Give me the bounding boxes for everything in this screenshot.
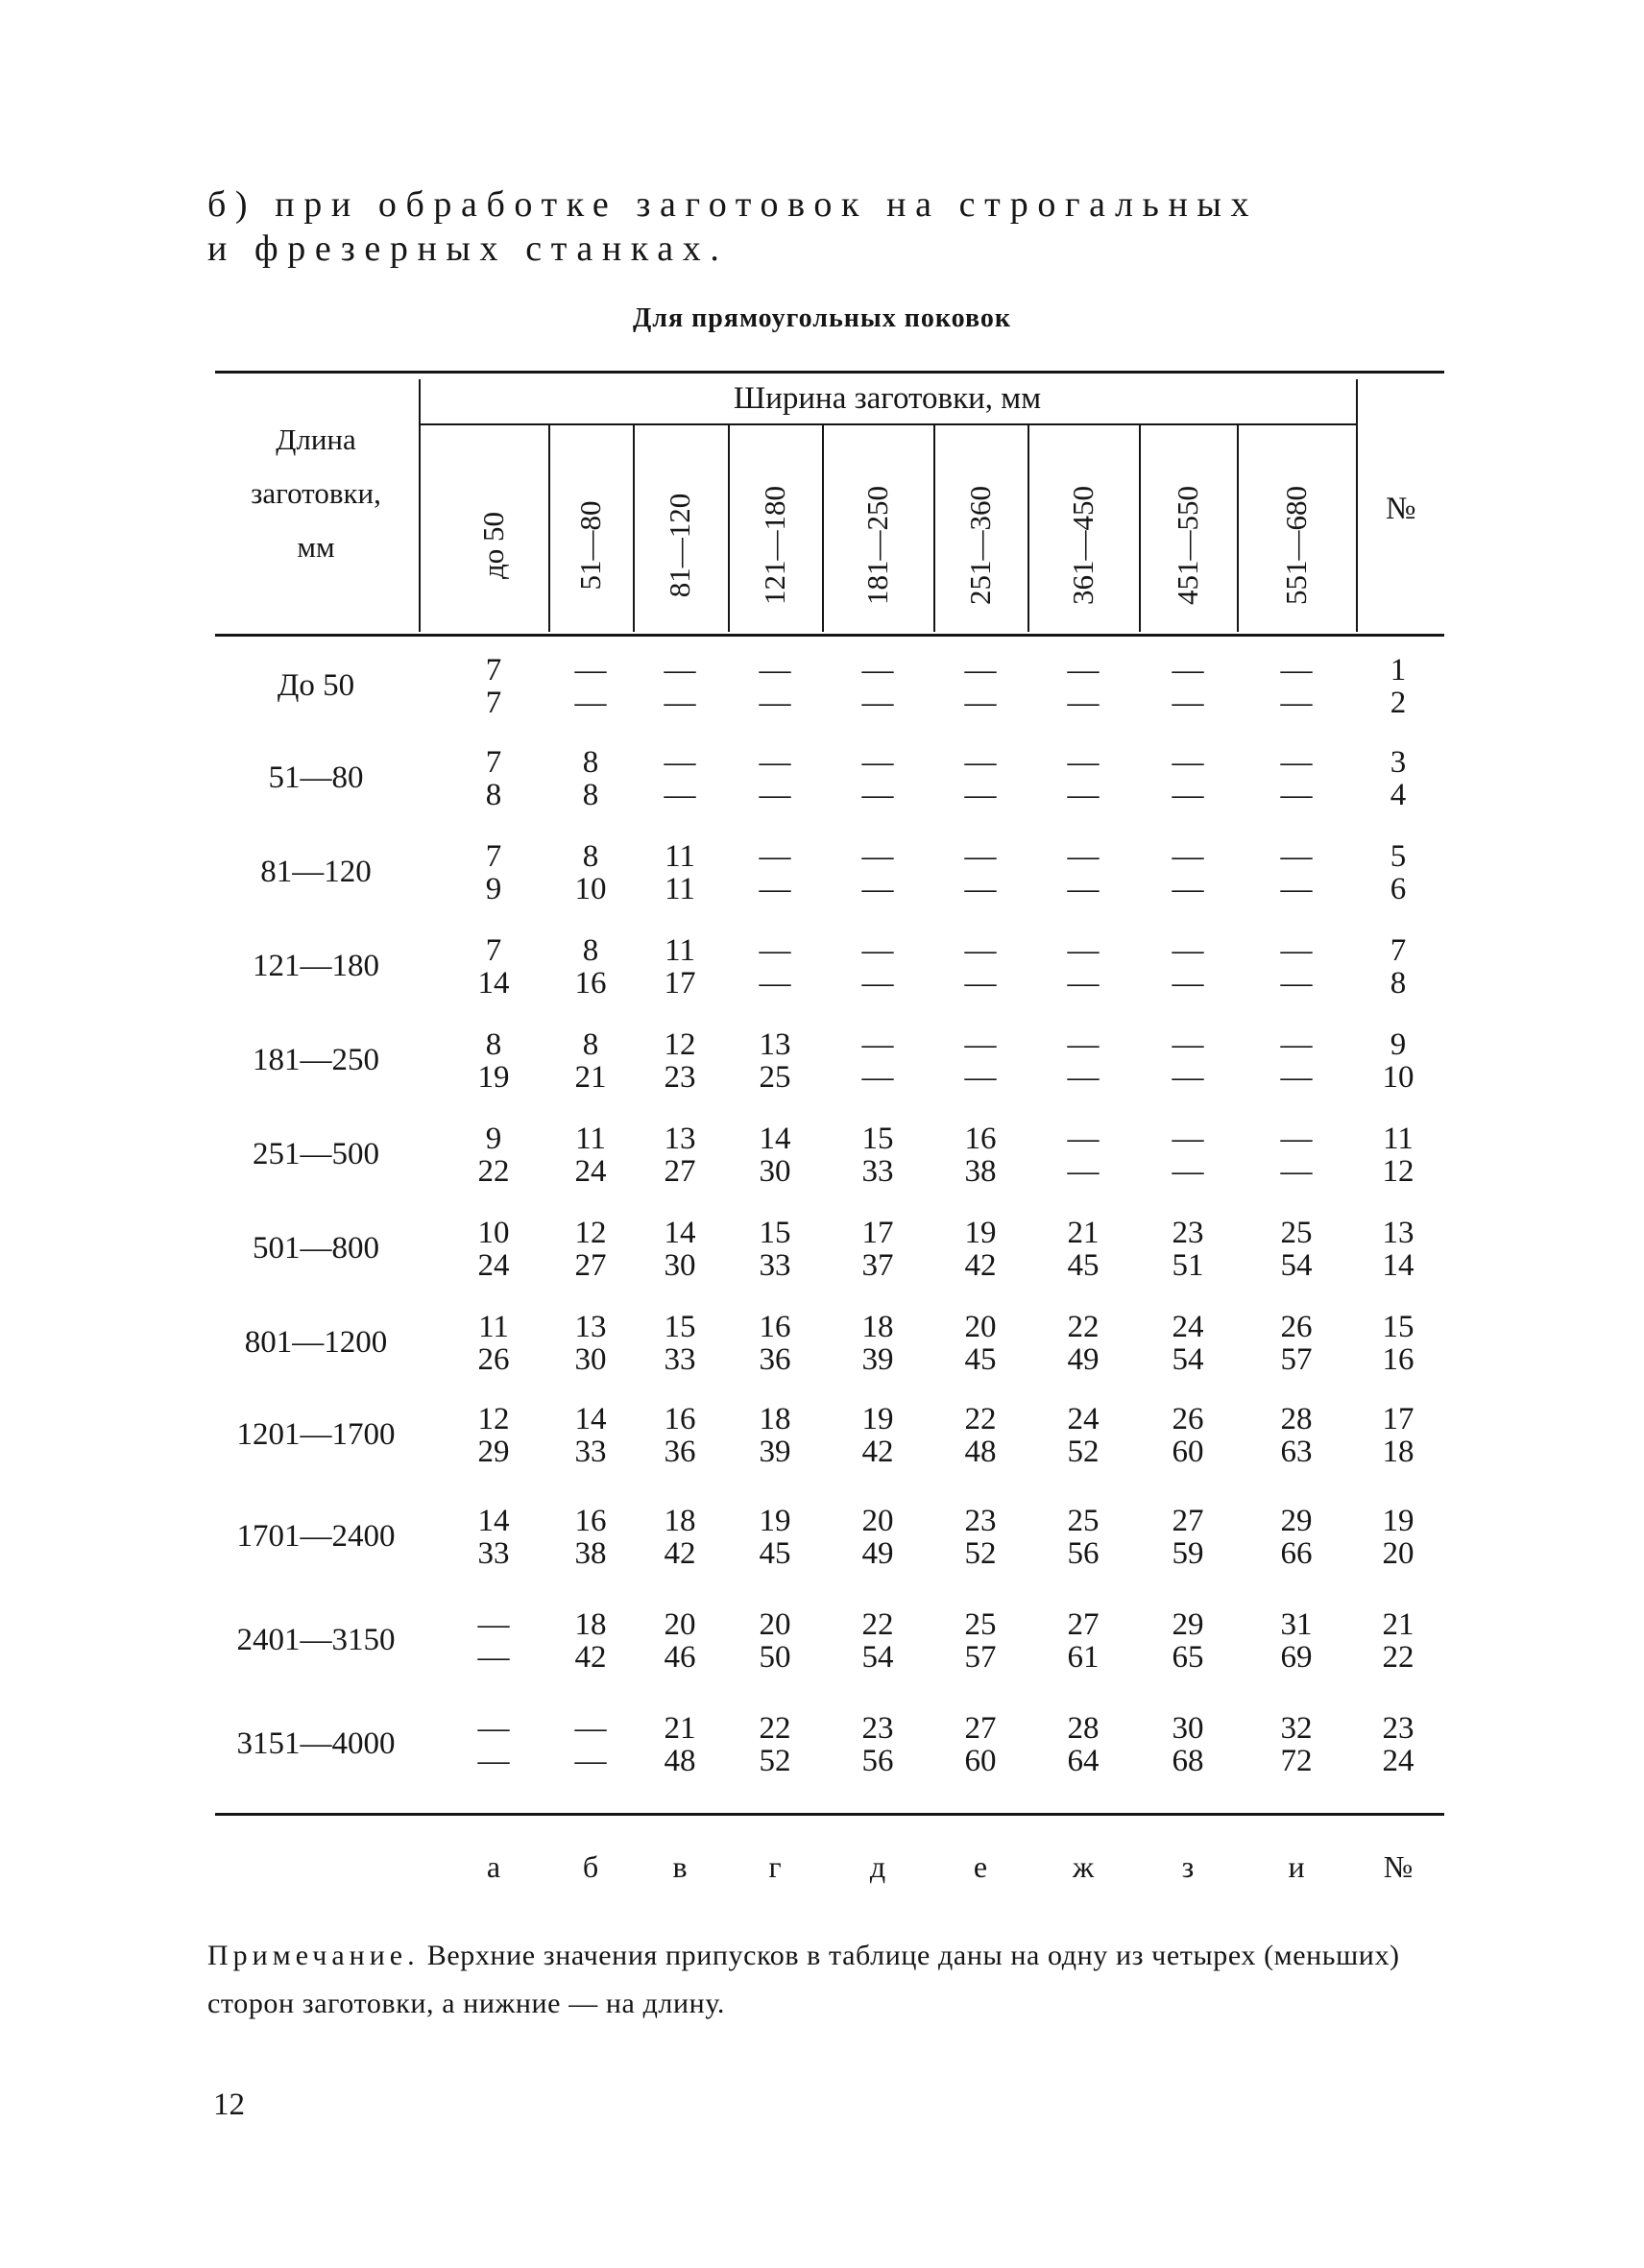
value-bottom: — xyxy=(1280,1154,1313,1189)
value-top: 15 xyxy=(664,1310,696,1344)
column-header: 251—360 xyxy=(963,486,997,605)
value-top: 13 xyxy=(759,1027,791,1062)
value-bottom: 57 xyxy=(964,1640,997,1675)
row-label: 251—500 xyxy=(253,1137,379,1171)
value-top: 10 xyxy=(477,1216,510,1250)
value-top: — xyxy=(1280,1122,1313,1156)
value-top: 12 xyxy=(574,1216,607,1250)
value-top: 11 xyxy=(478,1310,509,1344)
value-top: 21 xyxy=(1067,1216,1100,1250)
value-top: 31 xyxy=(1280,1607,1313,1642)
column-header: 81—120 xyxy=(663,493,696,598)
value-bottom: — xyxy=(759,778,791,812)
value-bottom: 49 xyxy=(1067,1342,1100,1377)
section-heading-line-2: и фрезерных станках. xyxy=(207,229,729,269)
value-bottom: 51 xyxy=(1172,1248,1204,1283)
footer-number-label: № xyxy=(1383,1849,1414,1884)
value-top: 19 xyxy=(964,1216,997,1250)
value-bottom: — xyxy=(759,966,791,1001)
value-top: — xyxy=(964,933,997,968)
value-bottom: 56 xyxy=(1067,1536,1100,1571)
value-bottom: — xyxy=(1280,778,1313,812)
value-top: 26 xyxy=(1280,1310,1313,1344)
value-bottom: 45 xyxy=(964,1342,997,1377)
value-top: — xyxy=(1067,933,1100,968)
value-bottom: 59 xyxy=(1172,1536,1204,1571)
value-bottom: — xyxy=(861,966,894,1001)
value-top: 8 xyxy=(582,839,599,874)
value-bottom: — xyxy=(759,872,791,906)
value-top: — xyxy=(477,1711,510,1746)
row-header-label: заготовки, xyxy=(251,476,381,510)
value-top: 16 xyxy=(759,1310,791,1344)
value-bottom: 25 xyxy=(759,1060,791,1095)
row-label: 181—250 xyxy=(253,1043,379,1077)
page-number: 12 xyxy=(213,2087,245,2122)
value-bottom: — xyxy=(861,686,894,720)
row-number-top: 1 xyxy=(1390,653,1407,688)
value-top: — xyxy=(759,933,791,968)
value-bottom: — xyxy=(1172,1060,1204,1095)
column-letter: е xyxy=(973,1849,988,1884)
value-top: 21 xyxy=(664,1711,696,1746)
header-divider xyxy=(822,425,824,632)
value-bottom: 48 xyxy=(964,1435,997,1469)
value-top: 32 xyxy=(1280,1711,1313,1746)
header-divider xyxy=(1356,379,1358,632)
value-bottom: 48 xyxy=(664,1744,696,1778)
value-bottom: 52 xyxy=(964,1536,997,1571)
value-bottom: — xyxy=(664,778,696,812)
value-top: — xyxy=(1280,933,1313,968)
value-top: 14 xyxy=(574,1402,607,1436)
value-bottom: — xyxy=(964,686,997,720)
value-top: — xyxy=(477,1607,510,1642)
row-number-top: 11 xyxy=(1383,1122,1414,1156)
header-divider xyxy=(633,425,635,632)
header-divider xyxy=(1237,425,1239,632)
row-number-top: 21 xyxy=(1382,1607,1414,1642)
value-bottom: 29 xyxy=(477,1435,510,1469)
note-text: Верхние значения припусков в таблице даны на одну из четырех (меньших) сторон заготовки, а нижние — на длину. xyxy=(207,1940,1400,2019)
value-top: 15 xyxy=(861,1122,894,1156)
value-bottom: 66 xyxy=(1280,1536,1313,1571)
value-bottom: — xyxy=(1172,872,1204,906)
value-top: 13 xyxy=(664,1122,696,1156)
value-bottom: 52 xyxy=(1067,1435,1100,1469)
table-bottom-rule xyxy=(215,1813,1444,1816)
value-top: — xyxy=(964,839,997,874)
value-bottom: — xyxy=(1172,966,1204,1001)
value-top: 14 xyxy=(477,1504,510,1538)
row-label: 81—120 xyxy=(260,855,372,889)
value-top: — xyxy=(759,653,791,688)
value-top: — xyxy=(1280,1027,1313,1062)
value-top: 23 xyxy=(964,1504,997,1538)
value-bottom: 30 xyxy=(664,1248,696,1283)
value-top: — xyxy=(1280,653,1313,688)
value-top: — xyxy=(1172,839,1204,874)
value-top: — xyxy=(1172,933,1204,968)
value-bottom: 24 xyxy=(477,1248,510,1283)
value-top: 28 xyxy=(1067,1711,1100,1746)
value-top: — xyxy=(1067,745,1100,780)
value-top: — xyxy=(574,653,607,688)
header-divider xyxy=(728,425,730,632)
row-number-bottom: 2 xyxy=(1390,686,1407,720)
value-top: 24 xyxy=(1172,1310,1204,1344)
value-bottom: — xyxy=(664,686,696,720)
value-bottom: — xyxy=(964,1060,997,1095)
value-bottom: 52 xyxy=(759,1744,791,1778)
value-top: 14 xyxy=(759,1122,791,1156)
row-label: 51—80 xyxy=(268,760,364,795)
column-letter: в xyxy=(672,1849,688,1884)
value-bottom: 60 xyxy=(1172,1435,1204,1469)
value-bottom: — xyxy=(1280,1060,1313,1095)
value-top: — xyxy=(1280,839,1313,874)
value-bottom: 19 xyxy=(477,1060,510,1095)
value-top: 22 xyxy=(861,1607,894,1642)
row-number-top: 7 xyxy=(1390,933,1407,968)
row-number-top: 23 xyxy=(1382,1711,1414,1746)
value-bottom: — xyxy=(1067,872,1100,906)
value-top: 7 xyxy=(485,933,502,968)
value-top: 18 xyxy=(861,1310,894,1344)
row-number-bottom: 20 xyxy=(1382,1536,1414,1571)
value-top: — xyxy=(964,1027,997,1062)
section-heading-line-1: б) при обработке заготовок на строгальных xyxy=(207,184,1259,225)
value-bottom: — xyxy=(1172,686,1204,720)
value-top: 7 xyxy=(485,653,502,688)
column-header: до 50 xyxy=(476,511,510,580)
value-top: 11 xyxy=(665,933,695,968)
column-letter: б xyxy=(582,1849,599,1884)
value-top: 20 xyxy=(759,1607,791,1642)
row-number-bottom: 14 xyxy=(1382,1248,1414,1283)
row-label: 501—800 xyxy=(253,1231,379,1266)
value-top: — xyxy=(1067,1122,1100,1156)
value-bottom: — xyxy=(574,1744,607,1778)
value-bottom: 57 xyxy=(1280,1342,1313,1377)
column-header: 451—550 xyxy=(1171,486,1204,605)
value-bottom: 16 xyxy=(574,966,607,1001)
row-number-top: 15 xyxy=(1382,1310,1414,1344)
row-header-label: мм xyxy=(297,530,335,564)
value-bottom: — xyxy=(1280,966,1313,1001)
value-bottom: — xyxy=(477,1744,510,1778)
value-bottom: — xyxy=(1067,1060,1100,1095)
value-bottom: 50 xyxy=(759,1640,791,1675)
value-top: — xyxy=(861,839,894,874)
value-bottom: 33 xyxy=(574,1435,607,1469)
value-top: — xyxy=(964,653,997,688)
row-header-label: Длина xyxy=(276,422,356,456)
value-top: — xyxy=(1280,745,1313,780)
value-top: 25 xyxy=(1067,1504,1100,1538)
column-header: 551—680 xyxy=(1279,486,1313,605)
value-bottom: 17 xyxy=(664,966,696,1001)
row-number-bottom: 12 xyxy=(1382,1154,1414,1189)
value-bottom: 39 xyxy=(759,1435,791,1469)
value-bottom: 36 xyxy=(759,1342,791,1377)
value-bottom: 33 xyxy=(664,1342,696,1377)
value-bottom: 8 xyxy=(582,778,599,812)
value-top: — xyxy=(1067,1027,1100,1062)
row-number-top: 19 xyxy=(1382,1504,1414,1538)
value-bottom: 8 xyxy=(485,778,502,812)
value-bottom: 42 xyxy=(861,1435,894,1469)
value-top: 30 xyxy=(1172,1711,1204,1746)
row-label: 3151—4000 xyxy=(236,1726,396,1761)
value-top: 23 xyxy=(1172,1216,1204,1250)
row-label: 121—180 xyxy=(253,949,379,983)
value-bottom: 27 xyxy=(574,1248,607,1283)
value-bottom: 23 xyxy=(664,1060,696,1095)
value-top: 28 xyxy=(1280,1402,1313,1436)
table-subtitle: Для прямоугольных поковок xyxy=(632,303,1012,333)
value-bottom: 30 xyxy=(574,1342,607,1377)
value-bottom: 42 xyxy=(964,1248,997,1283)
column-header: 181—250 xyxy=(860,486,894,605)
value-bottom: 38 xyxy=(574,1536,607,1571)
value-top: 18 xyxy=(664,1504,696,1538)
value-top: 12 xyxy=(664,1027,696,1062)
value-bottom: 61 xyxy=(1067,1640,1100,1675)
value-top: — xyxy=(1067,839,1100,874)
header-divider xyxy=(1028,425,1029,632)
value-bottom: 30 xyxy=(759,1154,791,1189)
value-top: 16 xyxy=(964,1122,997,1156)
value-bottom: 45 xyxy=(1067,1248,1100,1283)
value-top: 15 xyxy=(759,1216,791,1250)
value-bottom: — xyxy=(1172,1154,1204,1189)
value-bottom: — xyxy=(964,966,997,1001)
value-top: — xyxy=(861,933,894,968)
value-top: 24 xyxy=(1067,1402,1100,1436)
row-number-bottom: 6 xyxy=(1390,872,1407,906)
value-bottom: 54 xyxy=(1280,1248,1313,1283)
value-top: 25 xyxy=(964,1607,997,1642)
value-top: — xyxy=(664,653,696,688)
value-top: 19 xyxy=(861,1402,894,1436)
row-label: 801—1200 xyxy=(244,1325,388,1360)
value-top: — xyxy=(1172,1027,1204,1062)
value-bottom: 7 xyxy=(485,686,502,720)
value-bottom: 11 xyxy=(665,872,695,906)
value-top: 27 xyxy=(1172,1504,1204,1538)
value-bottom: 33 xyxy=(759,1248,791,1283)
value-bottom: 46 xyxy=(664,1640,696,1675)
value-bottom: 54 xyxy=(1172,1342,1204,1377)
value-top: 16 xyxy=(664,1402,696,1436)
row-number-top: 3 xyxy=(1390,745,1407,780)
column-letter: д xyxy=(869,1849,886,1884)
value-bottom: 36 xyxy=(664,1435,696,1469)
column-letter: г xyxy=(768,1849,782,1884)
value-bottom: 21 xyxy=(574,1060,607,1095)
row-number-top: 9 xyxy=(1390,1027,1407,1062)
value-top: — xyxy=(1067,653,1100,688)
row-label: 1201—1700 xyxy=(236,1417,396,1452)
table-header-rule xyxy=(215,634,1444,637)
column-header: 51—80 xyxy=(573,500,607,591)
value-top: 29 xyxy=(1172,1607,1204,1642)
value-bottom: 56 xyxy=(861,1744,894,1778)
value-top: — xyxy=(861,745,894,780)
value-bottom: — xyxy=(1280,872,1313,906)
value-bottom: 27 xyxy=(664,1154,696,1189)
value-bottom: — xyxy=(964,872,997,906)
value-top: — xyxy=(964,745,997,780)
value-top: 22 xyxy=(1067,1310,1100,1344)
value-top: 12 xyxy=(477,1402,510,1436)
value-top: 8 xyxy=(485,1027,502,1062)
value-top: 22 xyxy=(964,1402,997,1436)
value-bottom: 39 xyxy=(861,1342,894,1377)
value-bottom: 26 xyxy=(477,1342,510,1377)
row-number-bottom: 16 xyxy=(1382,1342,1414,1377)
row-number-top: 13 xyxy=(1382,1216,1414,1250)
value-bottom: 38 xyxy=(964,1154,997,1189)
value-bottom: 14 xyxy=(477,966,510,1001)
row-label: До 50 xyxy=(277,668,355,703)
value-top: — xyxy=(1172,653,1204,688)
value-top: 25 xyxy=(1280,1216,1313,1250)
value-bottom: 65 xyxy=(1172,1640,1204,1675)
value-top: 7 xyxy=(485,745,502,780)
value-bottom: — xyxy=(1067,966,1100,1001)
row-number-bottom: 18 xyxy=(1382,1435,1414,1469)
value-top: 7 xyxy=(485,839,502,874)
value-top: 26 xyxy=(1172,1402,1204,1436)
value-bottom: 49 xyxy=(861,1536,894,1571)
value-bottom: 42 xyxy=(574,1640,607,1675)
value-top: 22 xyxy=(759,1711,791,1746)
value-top: — xyxy=(861,1027,894,1062)
value-bottom: 72 xyxy=(1280,1744,1313,1778)
value-top: 9 xyxy=(485,1122,502,1156)
value-bottom: — xyxy=(861,1060,894,1095)
value-bottom: 10 xyxy=(574,872,607,906)
value-bottom: 24 xyxy=(574,1154,607,1189)
value-bottom: — xyxy=(861,778,894,812)
value-top: 16 xyxy=(574,1504,607,1538)
value-bottom: — xyxy=(1280,686,1313,720)
value-bottom: — xyxy=(1067,778,1100,812)
value-bottom: — xyxy=(477,1640,510,1675)
value-bottom: — xyxy=(1172,778,1204,812)
value-top: — xyxy=(1172,745,1204,780)
value-bottom: — xyxy=(964,778,997,812)
value-top: 11 xyxy=(665,839,695,874)
value-top: 27 xyxy=(1067,1607,1100,1642)
value-top: 8 xyxy=(582,745,599,780)
value-bottom: — xyxy=(574,686,607,720)
value-top: 17 xyxy=(861,1216,894,1250)
row-number-top: 5 xyxy=(1390,839,1407,874)
value-top: 27 xyxy=(964,1711,997,1746)
value-top: 23 xyxy=(861,1711,894,1746)
column-letter: а xyxy=(486,1849,501,1884)
value-top: 14 xyxy=(664,1216,696,1250)
value-bottom: 42 xyxy=(664,1536,696,1571)
value-top: 20 xyxy=(861,1504,894,1538)
value-top: — xyxy=(574,1711,607,1746)
value-bottom: 33 xyxy=(477,1536,510,1571)
value-top: 20 xyxy=(964,1310,997,1344)
value-top: — xyxy=(664,745,696,780)
value-top: 11 xyxy=(575,1122,606,1156)
value-bottom: 37 xyxy=(861,1248,894,1283)
value-top: — xyxy=(1172,1122,1204,1156)
number-header: № xyxy=(1386,492,1416,526)
value-bottom: 68 xyxy=(1172,1744,1204,1778)
row-number-bottom: 10 xyxy=(1382,1060,1414,1095)
value-top: — xyxy=(861,653,894,688)
value-top: 29 xyxy=(1280,1504,1313,1538)
value-top: 18 xyxy=(574,1607,607,1642)
column-letter: ж xyxy=(1072,1849,1095,1884)
value-bottom: 45 xyxy=(759,1536,791,1571)
value-bottom: 54 xyxy=(861,1640,894,1675)
value-top: 8 xyxy=(582,933,599,968)
column-header: 361—450 xyxy=(1066,486,1100,605)
row-number-bottom: 8 xyxy=(1390,966,1407,1001)
value-bottom: — xyxy=(1067,1154,1100,1189)
header-divider xyxy=(1139,425,1141,632)
value-bottom: 69 xyxy=(1280,1640,1313,1675)
row-number-bottom: 4 xyxy=(1390,778,1407,812)
row-number-bottom: 22 xyxy=(1382,1640,1414,1675)
row-number-top: 17 xyxy=(1382,1402,1414,1436)
column-header: 121—180 xyxy=(758,486,791,605)
value-bottom: 60 xyxy=(964,1744,997,1778)
value-bottom: — xyxy=(861,872,894,906)
value-bottom: — xyxy=(1067,686,1100,720)
column-letter: з xyxy=(1181,1849,1195,1884)
row-label: 2401—3150 xyxy=(236,1623,396,1657)
note-label: Примечание. xyxy=(207,1940,420,1971)
value-bottom: 22 xyxy=(477,1154,510,1189)
value-top: 19 xyxy=(759,1504,791,1538)
width-header: Ширина заготовки, мм xyxy=(733,381,1042,416)
value-bottom: 64 xyxy=(1067,1744,1100,1778)
value-top: — xyxy=(759,745,791,780)
column-letter: и xyxy=(1288,1849,1305,1884)
value-top: — xyxy=(759,839,791,874)
row-label: 1701—2400 xyxy=(236,1519,396,1554)
value-top: 8 xyxy=(582,1027,599,1062)
value-bottom: — xyxy=(759,686,791,720)
value-bottom: 9 xyxy=(485,872,502,906)
header-divider xyxy=(933,425,935,632)
value-top: 18 xyxy=(759,1402,791,1436)
value-bottom: 63 xyxy=(1280,1435,1313,1469)
value-top: 20 xyxy=(664,1607,696,1642)
table-note xyxy=(207,1932,1446,2028)
header-divider xyxy=(548,425,550,632)
row-number-bottom: 24 xyxy=(1382,1744,1414,1778)
value-top: 13 xyxy=(574,1310,607,1344)
value-bottom: 33 xyxy=(861,1154,894,1189)
